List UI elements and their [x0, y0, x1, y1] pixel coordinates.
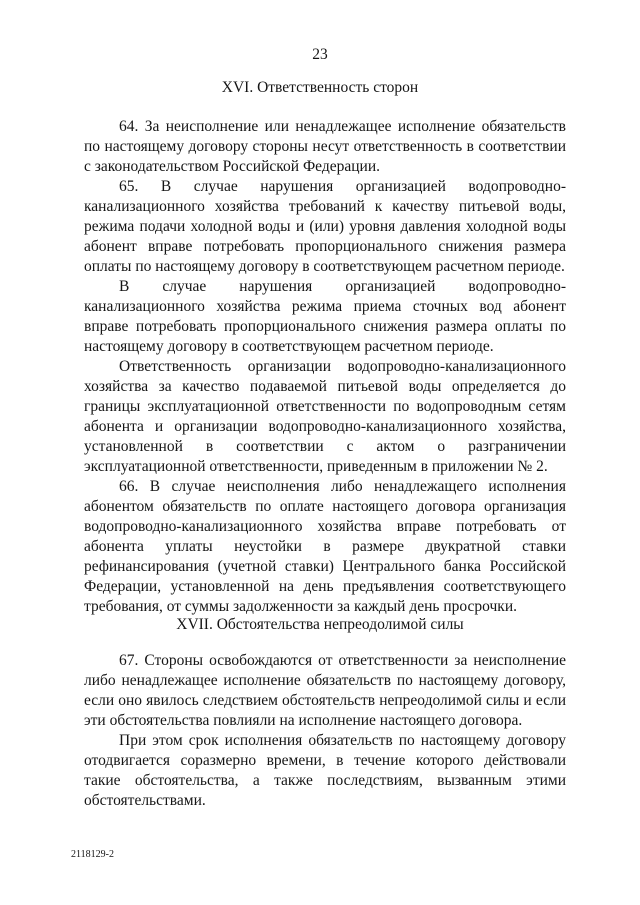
document-code: 2118129-2 [71, 849, 114, 860]
paragraph-67: 67. Стороны освобождаются от ответственности за неисполнение либо ненадлежащее исполнение обязательств по настоящему договору, если оно явилось следствием обстоятельств непреодолимой силы и если эти обстоятельства повлияли на исполнение настоящего договора. [84, 652, 566, 729]
paragraph-65: 65. В случае нарушения организацией водопроводно-канализационного хозяйства требований к качеству питьевой воды, режима подачи холодной воды и (или) уровня давления холодной воды абонент вправе потребовать пропорционального снижения размера оплаты по настоящему договору в соответствующем расчетном периоде. [84, 178, 566, 275]
section-17-title: XVII. Обстоятельства непреодолимой силы [176, 616, 464, 633]
page-number: 23 [312, 46, 328, 63]
paragraph-67-term: При этом срок исполнения обязательств по настоящему договору отодвигается соразмерно времени, в течение которого действовали такие обстоятельства, а также последствиям, вызванным этими обстоятельствами. [84, 732, 566, 809]
paragraph-64: 64. За неисполнение или ненадлежащее исполнение обязательств по настоящему договору стороны несут ответственность в соответствии с законодательством Российской Федерации. [84, 118, 566, 175]
paragraph-66: 66. В случае неисполнения либо ненадлежащего исполнения абонентом обязательств по оплате настоящего договора организация водопроводно-канализационного хозяйства вправе потребовать от абонента уплаты неустойки в размере двукратной ставки рефинансирования (учетной ставки) Центрального банка Российской Федерации, установленной на день предъявления соответствующего требования, от суммы задолженности за каждый день просрочки. [84, 478, 566, 615]
section-17-body [84, 651, 566, 811]
paragraph-65-sewage: В случае нарушения организацией водопроводно-канализационного хозяйства режима приема сточных вод абонент вправе потребовать пропорционального снижения размера оплаты по настоящему договору в соответствующем расчетном периоде. [84, 278, 566, 355]
section-16-body [84, 117, 566, 617]
paragraph-65-responsibility: Ответственность организации водопроводно-канализационного хозяйства за качество подаваемой питьевой воды определяется до границы эксплуатационной ответственности по водопроводным сетям абонента и организации водопроводно-канализационного хозяйства, установленной в соответствии с актом о разграничении эксплуатационной ответственности, приведенным в приложении № 2. [84, 358, 566, 475]
section-16-title: XVI. Ответственность сторон [221, 79, 419, 96]
